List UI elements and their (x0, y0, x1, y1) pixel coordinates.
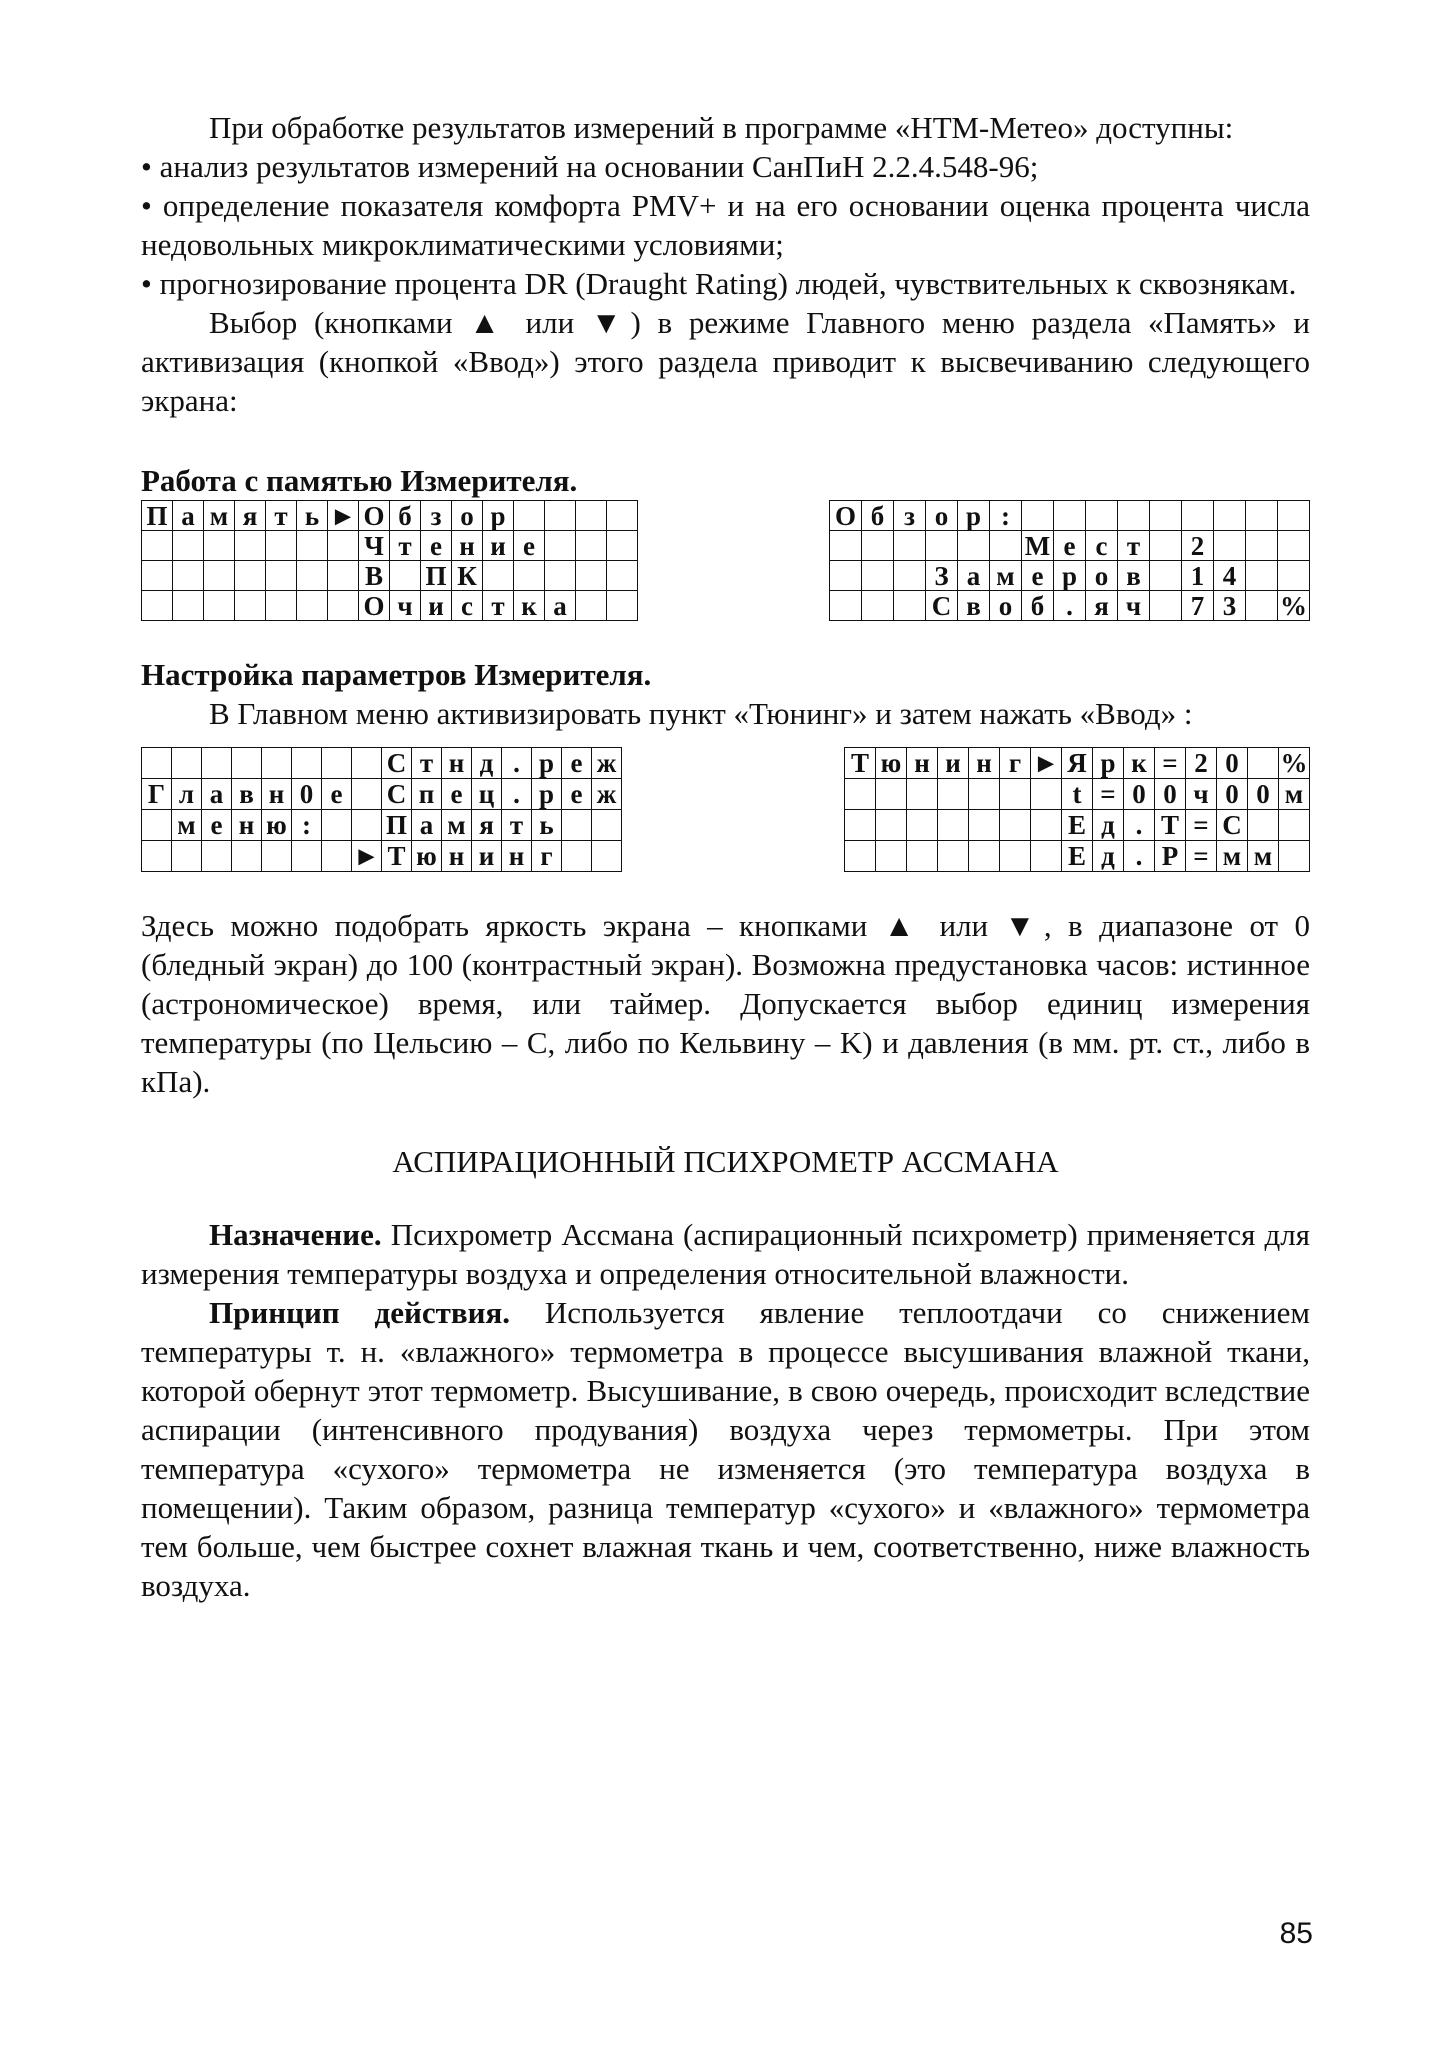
lcd-cell: С (382, 748, 412, 779)
lcd-row (142, 591, 638, 621)
lcd-cell: н (442, 841, 472, 872)
lcd-cell (232, 748, 262, 779)
lcd-cell (876, 779, 907, 810)
lcd-cell (328, 561, 359, 591)
lcd-row (845, 779, 1310, 810)
lcd-cell (1054, 501, 1086, 531)
lcd-cell: = (1186, 841, 1217, 872)
lcd-cell: Г (142, 779, 172, 810)
lcd-cell: . (1124, 841, 1155, 872)
lcd-cell (266, 591, 297, 621)
lcd-cell (926, 531, 958, 561)
lcd-cell (894, 591, 926, 621)
lcd-cell (142, 810, 172, 841)
lcd-cell (514, 501, 545, 531)
lcd-cell: м (1279, 779, 1310, 810)
lcd-cell (845, 779, 876, 810)
lcd-cell (1031, 841, 1062, 872)
lcd-cell (1278, 531, 1310, 561)
lcd-cell: в (1118, 561, 1150, 591)
lcd-cell (1000, 841, 1031, 872)
lcd-cell: в (958, 591, 990, 621)
lcd-cell: 0 (1155, 779, 1186, 810)
lcd-cell: о (990, 591, 1022, 621)
lcd-cell: О (359, 501, 390, 531)
lcd-cell (845, 841, 876, 872)
lcd-cell (322, 810, 352, 841)
lcd-cell: 0 (292, 779, 322, 810)
section-title: АСПИРАЦИОННЫЙ ПСИХРОМЕТР АССМАНА (392, 1144, 1059, 1179)
lcd-cell (938, 841, 969, 872)
lcd-cell: е (1054, 531, 1086, 561)
lcd-cell: н (442, 748, 472, 779)
lcd-cell (1278, 561, 1310, 591)
lcd-cell (1150, 591, 1182, 621)
lcd-cell: д (1093, 841, 1124, 872)
lcd-cell (262, 748, 292, 779)
principle-label: Принцип действия. (209, 1295, 510, 1330)
lcd-cell: 0 (1248, 779, 1279, 810)
lcd-cell (1214, 531, 1246, 561)
lcd-cell: з (421, 501, 452, 531)
lcd-cell: м (442, 810, 472, 841)
lcd-cell: п (412, 779, 442, 810)
principle-paragraph (141, 1293, 1310, 1605)
lcd-cell: б (390, 501, 421, 531)
tuning-instruction: В Главном меню активизировать пункт «Тюнинг» и затем нажать «Ввод» : (209, 696, 1193, 731)
lcd-cell: с (1086, 531, 1118, 561)
lcd-cell: % (1280, 748, 1308, 778)
memory-overview-screen (829, 500, 1310, 621)
page-number: 85 (1279, 1917, 1313, 1950)
lcd-cell (1246, 591, 1278, 621)
lcd-cell (235, 531, 266, 561)
lcd-cell (173, 531, 204, 561)
lcd-cell: ц (472, 779, 502, 810)
lcd-cell: ь (297, 501, 328, 531)
lcd-row (830, 561, 1310, 591)
lcd-cell (328, 591, 359, 621)
lcd-cell (969, 810, 1000, 841)
lcd-cell: : (292, 810, 322, 841)
lcd-cell (322, 841, 352, 872)
lcd-cell: ► (328, 501, 359, 531)
lcd-cell: и (483, 531, 514, 561)
lcd-cell: Ч (359, 531, 390, 561)
lcd-cell: т (502, 810, 532, 841)
lcd-cell (894, 531, 926, 561)
lcd-cell (876, 810, 907, 841)
lcd-row (142, 779, 622, 810)
brightness-paragraph: Здесь можно подобрать яркость экрана – кнопками ▲ или ▼, в диапазоне от 0 (бледный экран) до 100 (контрастный экран). Возможна предустановка часов: истинное (астрономическое) время, или таймер. Допускается выбор единиц измерения температуры (по Цельсию – С, либо по Кельвину – K) и давления (в мм. рт. ст., либо в кПа). (141, 908, 1310, 1099)
lcd-cell: е (514, 531, 545, 561)
lcd-cell: м (172, 810, 202, 841)
lcd-cell (907, 841, 938, 872)
lcd-cell: ч (1186, 779, 1217, 810)
lcd-cell (576, 561, 607, 591)
lcd-cell: а (545, 591, 576, 621)
lcd-cell (907, 810, 938, 841)
lcd-cell: П (421, 561, 452, 591)
lcd-cell: t (1062, 779, 1093, 810)
lcd-cell: г (1000, 748, 1031, 779)
lcd-cell (607, 561, 638, 591)
lcd-cell: . (502, 779, 532, 810)
purpose-text: Психрометр Ассмана (аспирационный психрометр) применяется для измерения температуры воздуха и определения относительной влажности. (141, 1217, 1310, 1291)
lcd-cell: н (907, 748, 938, 779)
lcd-cell: ж (592, 748, 622, 779)
lcd-cell (142, 841, 172, 872)
main-menu-screen (141, 747, 622, 872)
lcd-cell (576, 531, 607, 561)
lcd-cell: = (1093, 779, 1124, 810)
lcd-cell: н (262, 779, 292, 810)
lcd-cell (292, 748, 322, 779)
lcd-row (142, 748, 622, 779)
lcd-cell: % (1278, 591, 1310, 621)
purpose-paragraph (141, 1215, 1310, 1293)
lcd-cell (938, 779, 969, 810)
lcd-cell: 0 (1124, 779, 1155, 810)
lcd-cell: 0 (1217, 779, 1248, 810)
lcd-cell (142, 561, 173, 591)
lcd-cell: Е (1062, 810, 1093, 841)
lcd-cell: ч (1118, 591, 1150, 621)
bullet-pmv: • определение показателя комфорта PMV+ и на его основании оценка процента числа недовольных микроклиматическими условиями; (141, 188, 1310, 262)
lcd-cell: я (235, 501, 266, 531)
lcd-cell (1246, 501, 1278, 531)
lcd-cell (266, 561, 297, 591)
lcd-cell (204, 561, 235, 591)
lcd-row (830, 591, 1310, 621)
lcd-cell: р (483, 501, 514, 531)
memory-menu-screen (141, 500, 638, 621)
lcd-cell (1086, 501, 1118, 531)
memory-screens (141, 500, 1310, 621)
lcd-cell: : (990, 501, 1022, 531)
lcd-row (830, 501, 1310, 531)
lcd-cell: е (322, 779, 352, 810)
lcd-cell: в (232, 779, 262, 810)
lcd-cell (1248, 748, 1279, 779)
lcd-cell (607, 501, 638, 531)
lcd-cell: р (1093, 748, 1124, 779)
lcd-cell (322, 748, 352, 779)
lcd-cell: = (1186, 810, 1217, 841)
lcd-cell: Т (1155, 810, 1186, 841)
lcd-cell: 2 (1186, 748, 1217, 779)
lcd-cell: н (452, 531, 483, 561)
lcd-cell: ч (390, 591, 421, 621)
lcd-cell (990, 531, 1022, 561)
lcd-cell: б (862, 501, 894, 531)
lcd-cell: 1 (1182, 561, 1214, 591)
lcd-cell: е (1022, 561, 1054, 591)
lcd-cell: а (202, 779, 232, 810)
lcd-cell: н (502, 841, 532, 872)
purpose-label: Назначение. (209, 1217, 382, 1252)
lcd-cell (483, 561, 514, 591)
lcd-cell: К (452, 561, 483, 591)
lcd-cell: и (472, 841, 502, 872)
lcd-cell (938, 810, 969, 841)
lcd-cell (352, 810, 382, 841)
lcd-cell (262, 841, 292, 872)
lcd-cell: 3 (1214, 591, 1246, 621)
lcd-cell: ю (412, 841, 442, 872)
lcd-cell: р (958, 501, 990, 531)
lcd-cell (894, 561, 926, 591)
lcd-cell: Р (1155, 841, 1186, 872)
lcd-cell: В (359, 561, 390, 591)
lcd-cell: я (1086, 591, 1118, 621)
intro-paragraph: При обработке результатов измерений в программе «НТМ-Метео» доступны: (209, 110, 1234, 145)
lcd-cell (235, 561, 266, 591)
lcd-cell (1000, 810, 1031, 841)
memory-selection-paragraph: Выбор (кнопками ▲ или ▼) в режиме Главного меню раздела «Память» и активизация (кнопкой «Ввод») этого раздела приводит к высвечиванию следующего экрана: (141, 305, 1310, 418)
lcd-cell (545, 531, 576, 561)
lcd-cell (862, 531, 894, 561)
lcd-cell: ю (262, 810, 292, 841)
lcd-cell (545, 501, 576, 531)
lcd-cell: О (830, 501, 862, 531)
lcd-cell (907, 779, 938, 810)
lcd-row (830, 531, 1310, 561)
lcd-cell (1031, 779, 1062, 810)
lcd-cell: л (172, 779, 202, 810)
lcd-cell (514, 561, 545, 591)
lcd-cell: т (412, 748, 442, 779)
lcd-row (142, 531, 638, 561)
lcd-cell (142, 748, 172, 779)
lcd-cell (876, 841, 907, 872)
lcd-row (845, 748, 1310, 779)
lcd-cell: о (1086, 561, 1118, 591)
lcd-cell (1279, 841, 1310, 872)
lcd-cell: с (452, 591, 483, 621)
lcd-cell (1248, 810, 1279, 841)
lcd-cell: З (926, 561, 958, 591)
lcd-cell: 4 (1214, 561, 1246, 591)
lcd-cell: Я (1062, 748, 1093, 779)
lcd-cell: и (421, 591, 452, 621)
lcd-cell (592, 810, 622, 841)
lcd-cell: к (1124, 748, 1155, 779)
lcd-cell: м (1217, 841, 1248, 872)
lcd-cell (328, 531, 359, 561)
lcd-cell (1150, 501, 1182, 531)
lcd-cell: О (359, 591, 390, 621)
lcd-cell: д (1093, 810, 1124, 841)
lcd-cell (862, 591, 894, 621)
lcd-cell: т (1118, 531, 1150, 561)
lcd-cell: а (412, 810, 442, 841)
lcd-cell (576, 501, 607, 531)
lcd-cell: д (472, 748, 502, 779)
lcd-cell: р (1054, 561, 1086, 591)
lcd-cell: е (562, 748, 592, 779)
lcd-cell (232, 841, 262, 872)
lcd-cell (297, 531, 328, 561)
lcd-cell (173, 591, 204, 621)
lcd-cell (1246, 561, 1278, 591)
lcd-cell: н (232, 810, 262, 841)
lcd-cell: 0 (1217, 748, 1248, 779)
lcd-cell (142, 591, 173, 621)
lcd-cell: е (202, 810, 232, 841)
lcd-cell: к (514, 591, 545, 621)
lcd-cell (830, 591, 862, 621)
bullet-sanpin: • анализ результатов измерений на основании СанПиН 2.2.4.548-96; (141, 149, 1039, 184)
lcd-cell (969, 841, 1000, 872)
lcd-cell: М (1022, 531, 1054, 561)
lcd-cell: Е (1062, 841, 1093, 872)
lcd-row (845, 841, 1310, 872)
lcd-cell: ж (592, 779, 622, 810)
lcd-cell (204, 591, 235, 621)
lcd-cell (1022, 501, 1054, 531)
lcd-cell: С (926, 591, 958, 621)
lcd-cell (173, 561, 204, 591)
lcd-cell: м (1248, 841, 1279, 872)
bullet-draught-rating: • прогнозирование процента DR (Draught Rating) людей, чувствительных к сквознякам. (141, 266, 1297, 301)
lcd-cell (562, 841, 592, 872)
lcd-cell (172, 748, 202, 779)
lcd-cell: ► (1031, 748, 1062, 779)
lcd-cell (1278, 501, 1310, 531)
lcd-cell: 7 (1182, 591, 1214, 621)
lcd-cell (830, 531, 862, 561)
lcd-cell: я (472, 810, 502, 841)
lcd-cell: и (938, 748, 969, 779)
lcd-cell (1150, 561, 1182, 591)
tuning-heading: Настройка параметров Измерителя. (141, 657, 652, 692)
lcd-cell (830, 561, 862, 591)
lcd-cell: а (958, 561, 990, 591)
lcd-cell: е (421, 531, 452, 561)
lcd-cell (545, 561, 576, 591)
lcd-cell: 2 (1182, 531, 1214, 561)
lcd-cell (142, 531, 173, 561)
lcd-cell (576, 591, 607, 621)
lcd-cell: т (483, 591, 514, 621)
principle-text: Используется явление теплоотдачи со снижением температуры т. н. «влажного» термометра в процессе высушивания влажной ткани, которой обернут этот термометр. Высушивание, в свою очередь, происходит вследствие аспирации (интенсивного продувания) воздуха через термометры. При этом температура «сухого» термометра не изменяется (это температура воздуха в помещении). Таким образом, разница температур «сухого» и «влажного» термометра тем больше, чем быстрее сохнет влажная ткань и чем, соответственно, ниже влажность воздуха. (141, 1295, 1310, 1603)
lcd-cell (1246, 531, 1278, 561)
lcd-cell: б (1022, 591, 1054, 621)
lcd-cell: Т (382, 841, 412, 872)
lcd-row (142, 841, 622, 872)
lcd-cell: . (502, 748, 532, 779)
lcd-cell: а (173, 501, 204, 531)
lcd-cell: т (390, 531, 421, 561)
lcd-cell: = (1155, 748, 1186, 779)
lcd-cell (845, 810, 876, 841)
lcd-cell (292, 841, 322, 872)
lcd-cell (958, 531, 990, 561)
lcd-cell (562, 810, 592, 841)
lcd-cell: м (990, 561, 1022, 591)
page-body (141, 108, 1310, 1605)
lcd-cell: С (382, 779, 412, 810)
lcd-cell: П (142, 501, 173, 531)
lcd-cell: е (562, 779, 592, 810)
lcd-cell (352, 779, 382, 810)
lcd-cell (1214, 501, 1246, 531)
memory-heading: Работа с памятью Измерителя. (141, 463, 578, 498)
lcd-cell: ь (532, 810, 562, 841)
lcd-cell: о (452, 501, 483, 531)
lcd-cell (1000, 779, 1031, 810)
lcd-cell: р (532, 748, 562, 779)
lcd-cell (969, 779, 1000, 810)
lcd-cell: Т (845, 748, 876, 779)
lcd-cell: т (266, 501, 297, 531)
lcd-cell (266, 531, 297, 561)
lcd-row (142, 501, 638, 531)
lcd-cell (172, 841, 202, 872)
lcd-cell: ю (876, 748, 907, 779)
tuning-screen (844, 747, 1310, 872)
lcd-cell: о (926, 501, 958, 531)
lcd-cell: . (1054, 591, 1086, 621)
lcd-cell: е (442, 779, 472, 810)
lcd-cell: з (894, 501, 926, 531)
lcd-cell (202, 841, 232, 872)
lcd-cell: г (532, 841, 562, 872)
tuning-screens (141, 747, 1310, 872)
lcd-cell: н (969, 748, 1000, 779)
lcd-cell (1150, 531, 1182, 561)
lcd-cell: ► (353, 841, 380, 871)
lcd-row (142, 561, 638, 591)
lcd-cell: м (204, 501, 235, 531)
lcd-cell (352, 748, 382, 779)
lcd-cell (297, 561, 328, 591)
lcd-cell (1279, 810, 1310, 841)
lcd-cell (1182, 501, 1214, 531)
lcd-cell (607, 531, 638, 561)
lcd-cell (202, 748, 232, 779)
lcd-cell (1031, 810, 1062, 841)
lcd-row (845, 810, 1310, 841)
lcd-cell: р (532, 779, 562, 810)
lcd-cell (204, 531, 235, 561)
lcd-cell: С (1217, 810, 1248, 841)
lcd-cell (1118, 501, 1150, 531)
lcd-cell: П (382, 810, 412, 841)
lcd-cell (607, 591, 638, 621)
lcd-cell (592, 841, 622, 872)
lcd-cell (862, 561, 894, 591)
lcd-cell (390, 561, 421, 591)
lcd-row (142, 810, 622, 841)
lcd-cell: . (1124, 810, 1155, 841)
lcd-cell (297, 591, 328, 621)
lcd-cell (235, 591, 266, 621)
